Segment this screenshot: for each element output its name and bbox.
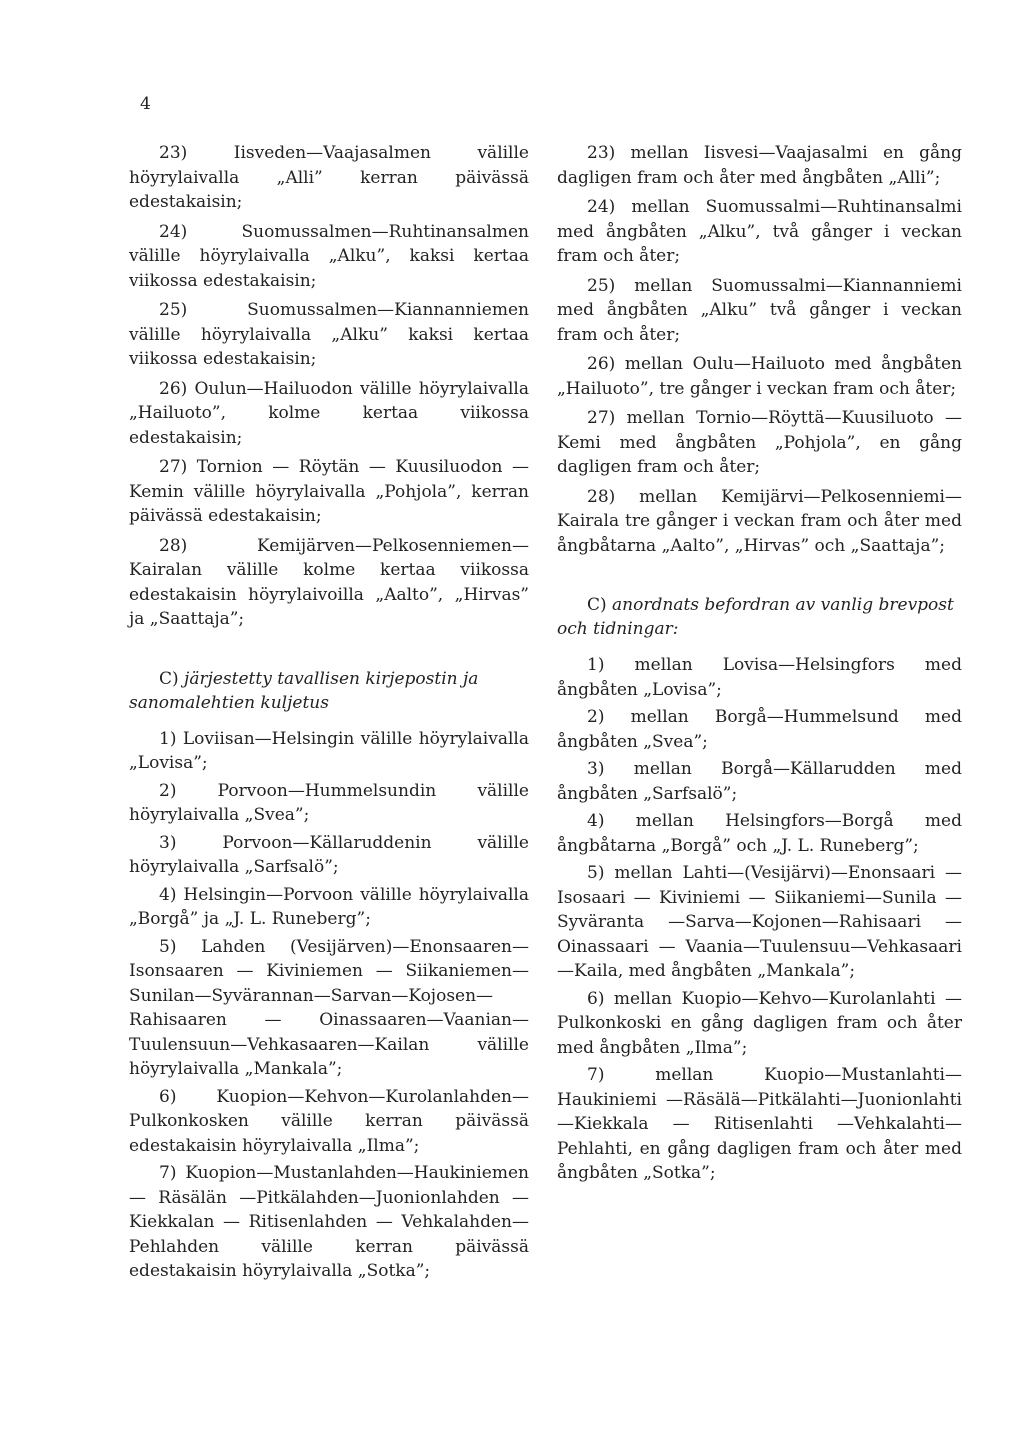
section-heading-c-fi xyxy=(129,667,529,715)
page-number: 4 xyxy=(140,94,151,114)
entry-24-sv: 24) mellan Suomussalmi—Ruhtinansalmi med ångbåten „Alku”, två gånger i veckan fram och åter; xyxy=(557,197,962,266)
section-spacer xyxy=(129,637,529,667)
entry-5-fi: 5) Lahden (Vesijärven)—Enonsaaren—Isonsaaren — Kiviniemen — Siikaniemen—Sunilan—Syvärannan—Sarvan—Kojosen—Rahisaaren — Oinassaaren—Vaanian—Tuulensuun—Vehkasaaren—Kailan välille höyrylaivalla „Mankala”; xyxy=(129,936,529,1079)
entry-26-sv: 26) mellan Oulu—Hailuoto med ångbåten „Hailuoto”, tre gånger i veckan fram och åter; xyxy=(557,354,962,399)
entry-4-fi: 4) Helsingin—Porvoon välille höyrylaivalla „Borgå” ja „J. L. Runeberg”; xyxy=(129,884,529,929)
entry-27-sv: 27) mellan Tornio—Röyttä—Kuusiluoto —Kemi med ångbåten „Pohjola”, en gång dagligen fram och åter; xyxy=(557,408,962,477)
finnish-column xyxy=(129,141,529,1287)
section-title: järjestetty tavallisen kirjepostin ja sanomalehtien kuljetus xyxy=(129,668,479,713)
entry-23-sv: 23) mellan Iisvesi—Vaajasalmi en gång dagligen fram och åter med ångbåten „Alli”; xyxy=(557,143,962,188)
entry-4-sv: 4) mellan Helsingfors—Borgå med ångbåtarna „Borgå” och „J. L. Runeberg”; xyxy=(557,811,962,856)
entry-28-fi: 28) Kemijärven—Pelkosenniemen—Kairalan välille kolme kertaa viikossa edestakaisin höyrylaivoilla „Aalto”, „Hirvas” ja „Saattaja”; xyxy=(129,535,529,629)
entry-27-fi: 27) Tornion — Röytän — Kuusiluodon — Kemin välille höyrylaivalla „Pohjola”, kerran päivässä edestakaisin; xyxy=(129,457,529,526)
entry-23-fi: 23) Iisveden—Vaajasalmen välille höyrylaivalla „Alli” kerran päivässä edestakaisin; xyxy=(129,143,529,212)
entry-1-fi: 1) Loviisan—Helsingin välille höyrylaivalla „Lovisa”; xyxy=(129,728,529,773)
entry-2-sv: 2) mellan Borgå—Hummelsund med ångbåten „Svea”; xyxy=(557,707,962,752)
section-letter: C) xyxy=(587,595,607,615)
entry-25-sv: 25) mellan Suomussalmi—Kiannanniemi med ångbåten „Alku” två gånger i veckan fram och åter; xyxy=(557,275,962,345)
entry-24-fi: 24) Suomussalmen—Ruhtinansalmen välille höyrylaivalla „Alku”, kaksi kertaa viikossa edestakaisin; xyxy=(129,221,529,291)
swedish-column xyxy=(557,141,962,1189)
section-letter: C) xyxy=(159,668,179,689)
entry-7-fi: 7) Kuopion—Mustanlahden—Haukiniemen — Räsälän —Pitkälahden—Juonionlahden — Kiekkalan — Ritisenlahden — Vehkalahden—Pehlahden välille kerran päivässä edestakaisin höyrylaivalla „Sotka”; xyxy=(129,1163,529,1281)
entry-26-fi: 26) Oulun—Hailuodon välille höyrylaivalla „Hailuoto”, kolme kertaa viikossa edestakaisin; xyxy=(129,378,529,448)
entry-1-sv: 1) mellan Lovisa—Helsingfors med ångbåten „Lovisa”; xyxy=(557,655,962,700)
entry-7-sv: 7) mellan Kuopio—Mustanlahti—Haukiniemi —Räsälä—Pitkälahti—Juonionlahti—Kiekkala — Ritisenlahti —Vehkalahti—Pehlahti, en gång dagligen fram och åter med ångbåten „Sotka”; xyxy=(557,1065,962,1183)
entry-3-fi: 3) Porvoon—Källaruddenin välille höyrylaivalla „Sarfsalö”; xyxy=(129,832,529,877)
section-heading-c-sv xyxy=(557,593,962,641)
section-title: anordnats befordran av vanlig brevpost och tidningar: xyxy=(557,595,954,639)
entry-6-sv: 6) mellan Kuopio—Kehvo—Kurolanlahti —Pulkonkoski en gång dagligen fram och åter med ångbåten „Ilma”; xyxy=(557,988,962,1058)
entry-28-sv: 28) mellan Kemijärvi—Pelkosenniemi—Kairala tre gånger i veckan fram och åter med ångbåtarna „Aalto”, „Hirvas” och „Saattaja”; xyxy=(557,486,962,556)
entry-6-fi: 6) Kuopion—Kehvon—Kurolanlahden—Pulkonkosken välille kerran päivässä edestakaisin höyrylaivalla „Ilma”; xyxy=(129,1086,529,1156)
entry-2-fi: 2) Porvoon—Hummelsundin välille höyrylaivalla „Svea”; xyxy=(129,780,529,825)
entry-25-fi: 25) Suomussalmen—Kiannanniemen välille höyrylaivalla „Alku” kaksi kertaa viikossa edestakaisin; xyxy=(129,300,529,369)
entry-5-sv: 5) mellan Lahti—(Vesijärvi)—Enonsaari —Isosaari — Kiviniemi — Siikaniemi—Sunila — Syväranta —Sarva—Kojonen—Rahisaari — Oinassaari — Vaania—Tuulensuu—Vehkasaari—Kaila, med ångbåten „Mankala”; xyxy=(557,863,962,981)
entry-3-sv: 3) mellan Borgå—Källarudden med ångbåten „Sarfsalö”; xyxy=(557,759,962,804)
section-spacer xyxy=(557,563,962,593)
